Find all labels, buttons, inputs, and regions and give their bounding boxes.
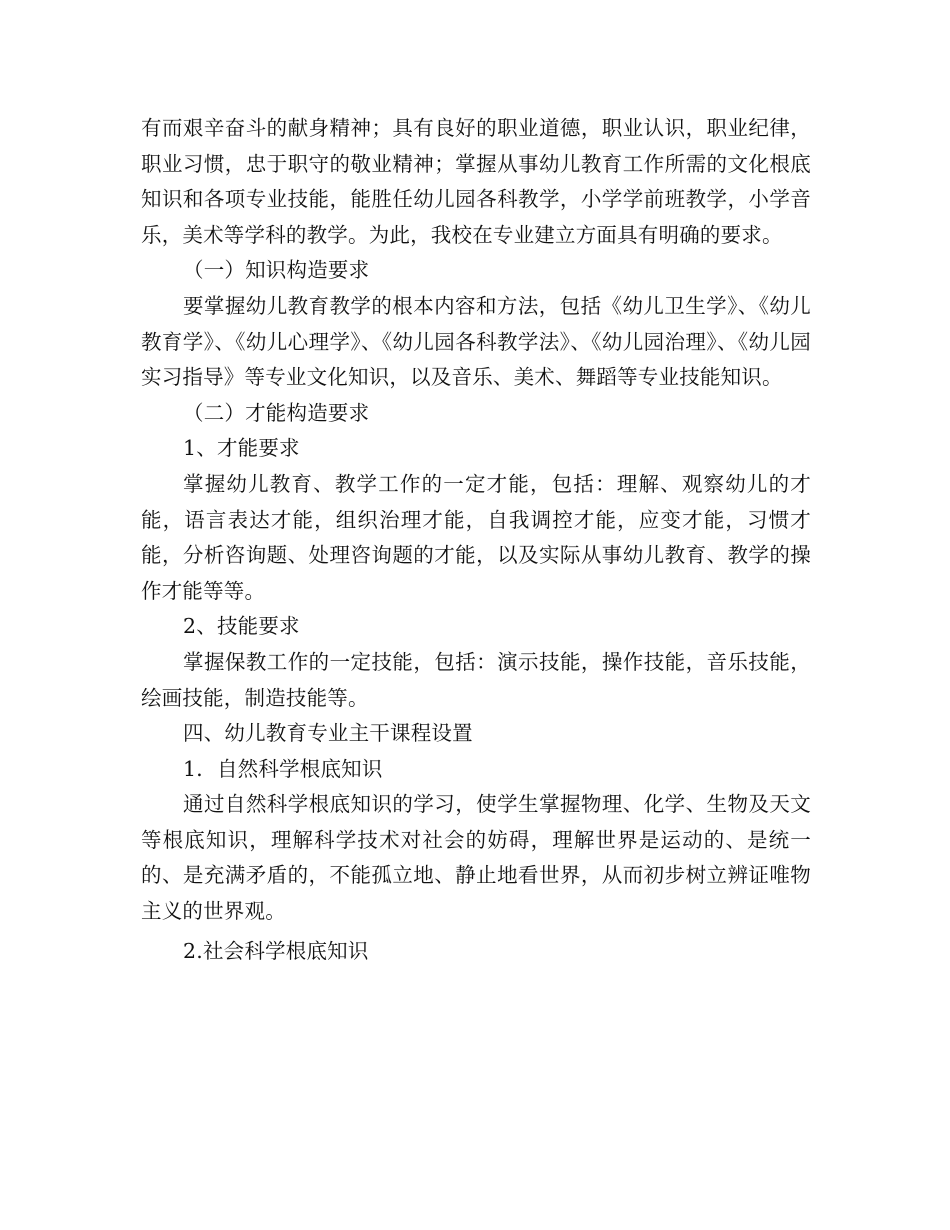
subsection-heading-ability: 1、才能要求 xyxy=(183,436,300,461)
document-page xyxy=(141,111,811,969)
subsection-heading-social-science: 2.社会科学根底知识 xyxy=(183,938,369,963)
body-paragraph: 掌握保教工作的一定技能，包括：演示技能，操作技能，音乐技能，绘画技能，制造技能等。 xyxy=(141,649,811,710)
section-heading-courses: 四、幼儿教育专业主干课程设置 xyxy=(183,721,473,746)
section-heading-ability: （二）才能构造要求 xyxy=(183,400,370,425)
subsection-heading-skill: 2、技能要求 xyxy=(183,614,300,639)
section-heading-knowledge: （一）知识构造要求 xyxy=(183,258,370,283)
body-paragraph: 掌握幼儿教育、教学工作的一定才能，包括：理解、观察幼儿的才能，语言表达才能，组织治理才能，自我调控才能，应变才能，习惯才能，分析咨询题、处理咨询题的才能，以及实际从事幼儿教育、教学的操作才能等等。 xyxy=(141,471,811,603)
body-paragraph: 有而艰辛奋斗的献身精神；具有良好的职业道德，职业认识，职业纪律，职业习惯，忠于职守的敬业精神；掌握从事幼儿教育工作所需的文化根底知识和各项专业技能，能胜任幼儿园各科教学，小学学前班教学，小学音乐，美术等学科的教学。为此，我校在专业建立方面具有明确的要求。 xyxy=(141,116,811,247)
subsection-heading-natural-science: 1．自然科学根底知识 xyxy=(183,756,383,781)
body-paragraph: 通过自然科学根底知识的学习，使学生掌握物理、化学、生物及天文等根底知识，理解科学技术对社会的妨碍，理解世界是运动的、是统一的、是充满矛盾的，不能孤立地、静止地看世界，从而初步树立辨证唯物主义的世界观。 xyxy=(141,792,811,924)
body-paragraph: 要掌握幼儿教育教学的根本内容和方法，包括《幼儿卫生学》、《幼儿教育学》、《幼儿心理学》、《幼儿园各科教学法》、《幼儿园治理》、《幼儿园实习指导》等专业文化知识，以及音乐、美术、舞蹈等专业技能知识。 xyxy=(141,293,811,390)
